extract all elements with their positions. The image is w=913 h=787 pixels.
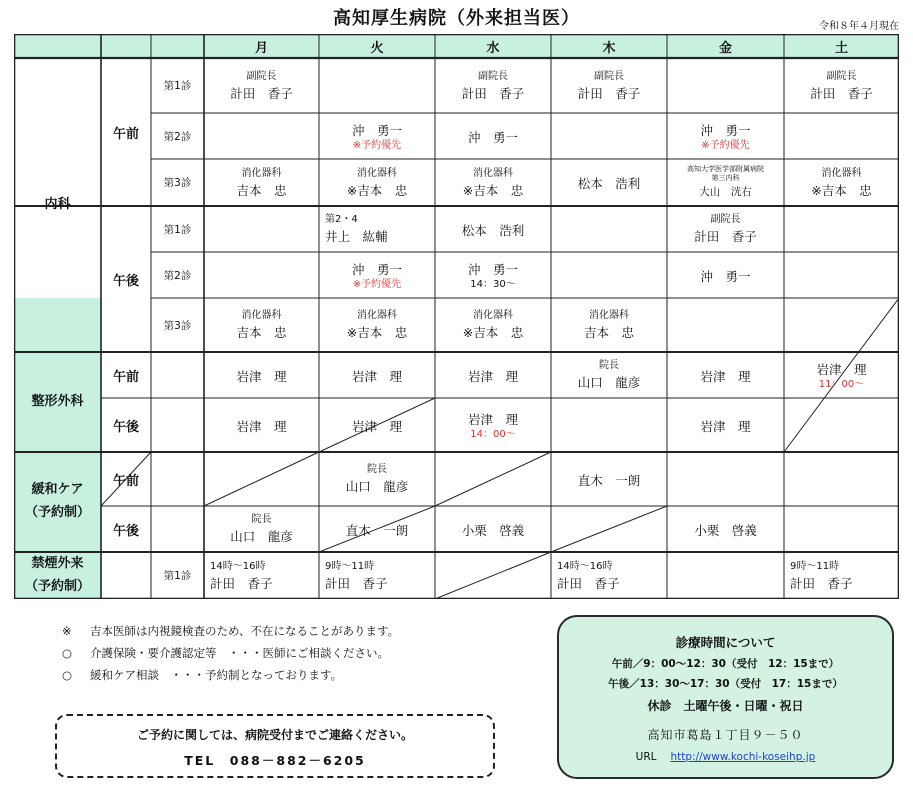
page-title: 高知厚生病院（外来担当医） <box>333 8 580 29</box>
slot-prefix: 院長 <box>599 360 619 371</box>
department-cell <box>14 452 101 552</box>
room-cell: 第2診 <box>163 130 192 143</box>
hospital-url <box>559 751 892 763</box>
doctor-slot <box>319 206 435 252</box>
url-label: URL <box>635 751 657 763</box>
doctor-slot <box>551 452 667 506</box>
doctor-slot <box>784 352 899 398</box>
doctor-name: 沖 勇一 <box>700 268 751 284</box>
doctor-name: 計田 香子 <box>790 575 853 591</box>
doctor-name: 山口 龍彦 <box>230 529 293 544</box>
doctor-name: 岩津 理 <box>700 418 751 434</box>
doctor-name: 岩津 理 <box>816 362 867 377</box>
doctor-slot <box>435 398 551 452</box>
doctor-name: 直木 一朗 <box>345 522 409 538</box>
slot-note: 11：00～ <box>818 379 865 390</box>
note-mark: ※ <box>62 624 72 638</box>
slot-note: ※予約優先 <box>352 279 402 290</box>
doctor-slot <box>667 398 784 452</box>
doctor-name: ※吉本 忠 <box>811 182 872 198</box>
day-header: 火 <box>370 40 384 56</box>
doctor-name: ※吉本 忠 <box>462 325 524 340</box>
room-cell: 第1診 <box>163 80 192 92</box>
doctor-slot <box>435 506 551 552</box>
slot-prefix: 消化器科 <box>473 310 513 321</box>
slot-prefix: 14時～16時 <box>210 560 266 572</box>
doctor-name: 計田 香子 <box>461 85 525 101</box>
doctor-name: 計田 香子 <box>325 575 388 591</box>
slot-note: 14：00～ <box>470 429 516 440</box>
hours-pm: 午後／13：30～17：30（受付 17：15まで） <box>608 678 843 690</box>
doctor-slot <box>204 58 319 113</box>
doctor-name: 計田 香子 <box>577 85 641 101</box>
doctor-slot <box>551 552 667 599</box>
department-cell <box>14 552 101 599</box>
slot-prefix: 消化器科 <box>589 310 629 321</box>
doctor-name: 岩津 理 <box>467 412 518 427</box>
doctor-name: 岩津 理 <box>236 368 287 384</box>
slot-prefix: 消化器科 <box>821 167 862 179</box>
period-cell: 午前 <box>112 126 139 142</box>
doctor-name: 沖 勇一 <box>467 262 518 277</box>
slot-prefix: 14時～16時 <box>557 560 613 572</box>
department-cell <box>14 58 101 352</box>
department-name: 禁煙外来 <box>31 555 84 571</box>
department-note: （予約制） <box>24 505 90 520</box>
slot-prefix: 院長 <box>251 514 272 525</box>
doctor-slot <box>204 159 319 206</box>
doctor-slot <box>204 398 319 452</box>
doctor-slot <box>435 58 551 113</box>
slot-prefix: 消化器科 <box>241 167 282 179</box>
doctor-name: 吉本 忠 <box>583 325 634 340</box>
doctor-name: 松本 浩利 <box>461 222 525 238</box>
period-cell: 午前 <box>112 369 139 385</box>
slot-prefix: 副院長 <box>246 70 277 82</box>
doctor-slot <box>784 58 899 113</box>
schedule-table <box>14 34 899 599</box>
doctor-name: ※吉本 忠 <box>462 182 524 198</box>
doctor-slot <box>319 506 435 552</box>
doctor-slot <box>319 398 435 452</box>
doctor-name: 吉本 忠 <box>236 182 287 198</box>
doctor-slot <box>319 552 435 599</box>
schedule-cells <box>14 34 899 599</box>
slot-prefix: 消化器科 <box>357 167 397 179</box>
notes-list <box>62 620 399 686</box>
doctor-name: 松本 浩利 <box>577 176 641 191</box>
doctor-name: 山口 龍彦 <box>345 479 409 494</box>
doctor-name: 井上 紘輔 <box>325 229 388 244</box>
doctor-name: 直木 一朗 <box>577 472 641 488</box>
slot-note: ※予約優先 <box>701 140 750 151</box>
period-cell: 午後 <box>112 419 139 435</box>
slot-prefix: 消化器科 <box>357 310 397 321</box>
period-cell: 午後 <box>112 273 139 289</box>
contact-box <box>55 714 495 778</box>
day-header: 土 <box>834 40 848 56</box>
tel-label: TEL <box>184 753 216 768</box>
day-header: 木 <box>602 40 616 56</box>
slot-prefix: 副院長 <box>478 70 508 82</box>
note-text: 吉本医師は内視鏡検査のため、不在になることがあります。 <box>90 624 400 638</box>
doctor-name: 沖 勇一 <box>351 262 402 277</box>
doctor-slot <box>319 252 435 298</box>
note-text: 緩和ケア相談 ・・・予約制となっております。 <box>90 668 343 682</box>
doctor-slot <box>319 352 435 398</box>
doctor-slot <box>667 206 784 252</box>
doctor-slot <box>319 113 435 159</box>
slot-prefix: 消化器科 <box>473 167 513 179</box>
slot-prefix: 9時～11時 <box>790 560 840 572</box>
doctor-name: 岩津 理 <box>351 418 402 434</box>
doctor-slot <box>204 352 319 398</box>
doctor-name: 山口 龍彦 <box>577 375 641 390</box>
doctor-name: ※吉本 忠 <box>346 325 408 340</box>
doctor-slot <box>435 206 551 252</box>
doctor-name: 大山 洸右 <box>699 186 752 198</box>
doctor-slot <box>667 352 784 398</box>
hours-box <box>557 615 894 779</box>
doctor-name: 小栗 啓義 <box>461 522 525 538</box>
doctor-name: 計田 香子 <box>557 575 620 591</box>
doctor-name: 沖 勇一 <box>351 123 402 138</box>
doctor-slot <box>435 113 551 159</box>
doctor-slot <box>784 159 899 206</box>
doctor-name: 計田 香子 <box>210 575 273 591</box>
doctor-name: 岩津 理 <box>467 368 518 384</box>
url-link[interactable]: http://www.kochi-koseihp.jp <box>670 751 816 763</box>
note-mark: ○ <box>62 668 73 682</box>
doctor-name: 計田 香子 <box>810 85 873 101</box>
doctor-slot <box>435 252 551 298</box>
doctor-name: 計田 香子 <box>694 229 757 244</box>
doctor-slot <box>435 352 551 398</box>
tel-number[interactable]: 088－882－6205 <box>229 753 366 768</box>
doctor-name: 沖 勇一 <box>467 129 518 145</box>
period-cell: 午前 <box>112 473 139 489</box>
slot-prefix: 副院長 <box>826 70 857 82</box>
hours-title: 診療時間について <box>675 635 776 650</box>
slot-prefix: 副院長 <box>594 70 624 82</box>
note-text: 介護保険・要介護認定等 ・・・医師にご相談ください。 <box>90 646 389 660</box>
department-name: 整形外科 <box>31 393 84 409</box>
doctor-slot <box>667 506 784 552</box>
hospital-address: 高知市葛島１丁目９－５０ <box>647 728 804 742</box>
doctor-name: 吉本 忠 <box>236 325 287 340</box>
slot-prefix: 第2・4 <box>325 214 358 225</box>
slot-prefix: 9時～11時 <box>325 560 375 572</box>
room-cell: 第3診 <box>163 319 192 332</box>
hours-closed: 休診 土曜午後・日曜・祝日 <box>647 699 804 713</box>
slot-prefix: 副院長 <box>710 214 741 225</box>
doctor-slot <box>204 506 319 552</box>
slot-prefix: 第三内科 <box>711 174 740 182</box>
doctor-slot <box>204 298 319 352</box>
slot-note: ※予約優先 <box>352 140 402 151</box>
doctor-slot <box>551 58 667 113</box>
slot-prefix: 院長 <box>367 464 387 475</box>
doctor-slot <box>319 159 435 206</box>
hours-am: 午前／9：00～12：30（受付 12：15まで） <box>611 658 840 670</box>
day-header: 水 <box>486 40 500 56</box>
slot-prefix: 消化器科 <box>241 310 282 321</box>
contact-message: ご予約に関しては、病院受付までご連絡ください。 <box>136 728 413 742</box>
day-header: 月 <box>254 40 268 56</box>
department-cell <box>14 352 101 452</box>
doctor-slot <box>319 452 435 506</box>
doctor-slot <box>667 252 784 298</box>
period-cell: 午後 <box>112 523 139 539</box>
day-header: 金 <box>718 40 732 56</box>
doctor-slot <box>551 352 667 398</box>
doctor-name: 岩津 理 <box>236 418 287 434</box>
note-item <box>62 620 399 642</box>
note-mark: ○ <box>62 646 73 660</box>
room-cell: 第2診 <box>163 269 192 282</box>
doctor-name: ※吉本 忠 <box>346 182 408 198</box>
doctor-name: 小栗 啓義 <box>694 522 757 538</box>
doctor-slot <box>667 113 784 159</box>
doctor-name: 沖 勇一 <box>700 123 751 138</box>
doctor-slot <box>435 298 551 352</box>
doctor-name: 計田 香子 <box>230 85 293 101</box>
doctor-name: 岩津 理 <box>700 368 751 384</box>
department-name: 緩和ケア <box>31 482 84 498</box>
doctor-slot <box>551 159 667 206</box>
slot-prefix: 高知大学医学部附属病院 <box>687 165 764 173</box>
department-note: （予約制） <box>24 578 90 594</box>
department-name: 内科 <box>44 196 71 212</box>
note-item <box>62 642 399 664</box>
doctor-slot <box>204 552 319 599</box>
slot-note: 14：30～ <box>470 279 516 290</box>
note-item <box>62 664 399 686</box>
as-of-date: 令和８年４月現在 <box>819 21 899 32</box>
doctor-slot <box>667 159 784 206</box>
doctor-name: 岩津 理 <box>351 368 402 384</box>
doctor-slot <box>784 552 899 599</box>
doctor-slot <box>435 159 551 206</box>
contact-phone <box>57 751 493 769</box>
doctor-slot <box>551 298 667 352</box>
room-cell: 第1診 <box>163 570 192 582</box>
room-cell: 第3診 <box>163 177 192 189</box>
room-cell: 第1診 <box>163 223 192 236</box>
doctor-slot <box>319 298 435 352</box>
